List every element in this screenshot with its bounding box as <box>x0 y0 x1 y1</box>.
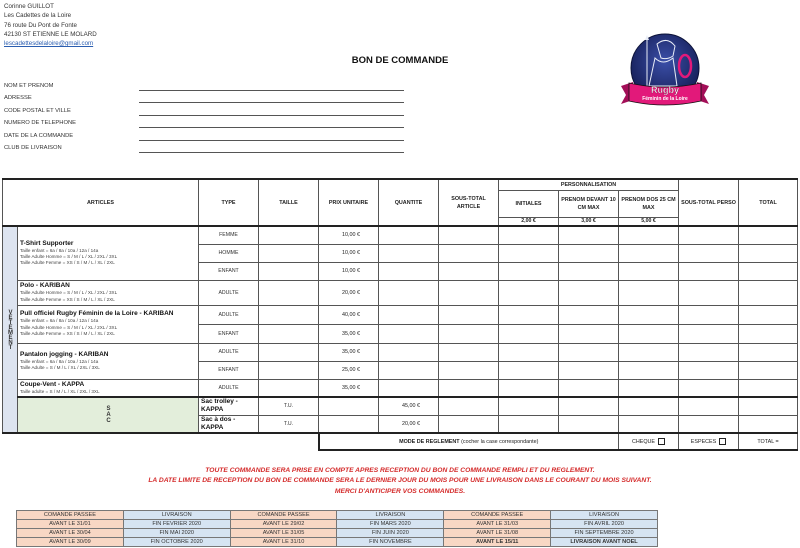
total-cell[interactable] <box>739 226 798 244</box>
group-vetement-text: VETEMENT <box>7 309 14 350</box>
sous-total-perso-cell[interactable] <box>679 361 739 379</box>
quantite-input[interactable] <box>439 397 499 415</box>
type-cell: T.U. <box>259 415 319 433</box>
article-name: T-Shirt Supporter <box>20 239 74 247</box>
rugby-logo-icon <box>617 28 713 118</box>
prenom-devant-input[interactable] <box>559 280 619 305</box>
sous-total-article-cell[interactable] <box>439 280 499 305</box>
sender-org: Les Cadettes de la Loire <box>4 12 72 20</box>
prix-cell: 35,00 € <box>319 343 379 361</box>
type-cell: ADULTE <box>199 280 259 305</box>
table-row <box>3 343 798 361</box>
prenom-devant-input[interactable] <box>559 244 619 262</box>
group-label-vetement <box>3 226 18 433</box>
initiales-input[interactable] <box>559 415 619 433</box>
table-row <box>3 226 798 244</box>
table-row <box>3 280 798 305</box>
type-cell: ENFANT <box>199 262 259 280</box>
grand-total-label: TOTAL = <box>739 433 798 450</box>
header-articles: ARTICLES <box>3 179 199 226</box>
type-cell: ENFANT <box>199 361 259 379</box>
prenom-devant-input[interactable] <box>559 379 619 397</box>
header-total: TOTAL <box>739 179 798 226</box>
cheque-checkbox[interactable] <box>658 438 665 445</box>
total-cell[interactable] <box>739 244 798 262</box>
sous-total-perso-cell[interactable] <box>679 280 739 305</box>
quantite-input[interactable] <box>379 262 439 280</box>
cheque-option[interactable] <box>619 433 679 450</box>
prenom-dos-input[interactable] <box>679 415 739 433</box>
schedule-row <box>17 538 658 547</box>
schedule-header-commande: COMANDE PASSEE <box>444 511 551 520</box>
article-pull-officiel <box>18 305 199 343</box>
especes-label: ESPECES <box>690 438 717 445</box>
schedule-cell: AVANT LE 31/01 <box>17 520 124 529</box>
prix-cell: 20,00 € <box>379 415 439 433</box>
total-cell[interactable] <box>739 324 798 343</box>
type-cell: ADULTE <box>199 379 259 397</box>
type-cell: ENFANT <box>199 324 259 343</box>
sous-total-perso-cell[interactable] <box>679 324 739 343</box>
sous-total-article-cell[interactable] <box>439 361 499 379</box>
prix-cell: 35,00 € <box>319 324 379 343</box>
article-tshirt-supporter <box>18 226 199 280</box>
sous-total-perso-cell[interactable] <box>679 226 739 244</box>
club-livraison-input[interactable] <box>139 152 404 153</box>
prenom-dos-input[interactable] <box>679 397 739 415</box>
prenom-dos-input[interactable] <box>619 305 679 324</box>
prenom-dos-input[interactable] <box>619 324 679 343</box>
header-prenom-devant: PRENOM DEVANT 10 CM MAX <box>559 190 619 217</box>
article-size-line: Taille Adulte Homme = S / M / L / XL / 2XL / 3XL <box>20 254 118 260</box>
prenom-devant-input[interactable] <box>559 343 619 361</box>
prix-cell: 45,00 € <box>379 397 439 415</box>
schedule-header-livraison: LIVRAISON <box>123 511 230 520</box>
especes-option[interactable] <box>679 433 739 450</box>
prix-cell: 25,00 € <box>319 361 379 379</box>
quantite-input[interactable] <box>379 244 439 262</box>
table-header-row <box>3 179 798 190</box>
prix-cell: 35,00 € <box>319 379 379 397</box>
prenom-devant-input[interactable] <box>619 397 679 415</box>
article-name: Pantalon jogging - KARIBAN <box>20 350 109 358</box>
prix-cell: 10,00 € <box>319 262 379 280</box>
payment-mode-label <box>319 433 619 450</box>
customer-info-form <box>4 81 404 155</box>
prenom-devant-input[interactable] <box>619 415 679 433</box>
date-commande-input[interactable] <box>139 140 404 141</box>
sous-total-article-cell[interactable] <box>439 379 499 397</box>
total-cell[interactable] <box>739 280 798 305</box>
schedule-cell: AVANT LE 31/05 <box>230 529 337 538</box>
sous-total-article-cell[interactable] <box>499 397 559 415</box>
sous-total-article-cell[interactable] <box>439 324 499 343</box>
header-sous-total-perso: SOUS-TOTAL PERSO <box>679 179 739 226</box>
sous-total-perso-cell[interactable] <box>679 379 739 397</box>
sender-name: Corinne GUILLOT <box>4 3 54 10</box>
logo-text-rugby: Rugby <box>651 85 679 95</box>
prenom-dos-input[interactable] <box>619 361 679 379</box>
header-initiales: INITIALES <box>499 190 559 217</box>
prenom-dos-input[interactable] <box>619 226 679 244</box>
sous-total-perso-cell[interactable] <box>739 415 798 433</box>
article-size-line: Taille enfant = 6a / 8a / 10a / 12a / 14a <box>20 247 99 253</box>
schedule-cell: FIN JUIN 2020 <box>337 529 444 538</box>
sender-city: 42130 ST ETIENNE LE MOLARD <box>4 30 97 38</box>
initiales-input[interactable] <box>499 262 559 280</box>
prix-cell: 20,00 € <box>319 280 379 305</box>
taille-input[interactable] <box>259 305 319 324</box>
article-sac-trolley <box>199 397 259 415</box>
field-label: CLUB DE LIVRAISON <box>4 144 62 151</box>
sous-total-perso-cell[interactable] <box>679 262 739 280</box>
schedule-cell-highlight: LIVRAISON AVANT NOEL <box>551 538 658 547</box>
code-postal-ville-input[interactable] <box>139 115 404 116</box>
total-cell[interactable] <box>739 305 798 324</box>
cheque-label: CHEQUE <box>631 438 656 445</box>
article-name: Polo - KARIBAN <box>20 282 70 290</box>
schedule-header-livraison: LIVRAISON <box>551 511 658 520</box>
taille-input[interactable] <box>259 244 319 262</box>
sous-total-perso-cell[interactable] <box>739 397 798 415</box>
taille-input[interactable] <box>319 397 379 415</box>
article-name: Sac à dos - KAPPA <box>201 415 236 431</box>
payment-row <box>3 433 798 450</box>
taille-input[interactable] <box>259 280 319 305</box>
price-initiales: 2,00 € <box>499 217 559 226</box>
article-size-line: Taille adulte = S / M / L / XL / 2XL / 3XL <box>20 388 100 394</box>
especes-checkbox[interactable] <box>719 438 726 445</box>
sender-address <box>4 2 97 48</box>
club-logo <box>617 28 713 118</box>
schedule-cell-highlight: AVANT LE 15/11 <box>444 538 551 547</box>
table-row <box>3 397 798 415</box>
article-size-line: Taille Adulte Femme = XS / S / M / L / XL / 2XL <box>20 296 115 302</box>
initiales-input[interactable] <box>499 280 559 305</box>
taille-input[interactable] <box>259 343 319 361</box>
article-polo-kariban <box>18 280 199 305</box>
schedule-cell: FIN AVRIL 2020 <box>551 520 658 529</box>
field-date-commande <box>4 131 404 143</box>
total-cell[interactable] <box>739 262 798 280</box>
schedule-row <box>17 520 658 529</box>
sous-total-article-cell[interactable] <box>439 244 499 262</box>
schedule-cell: FIN NOVEMBRE <box>337 538 444 547</box>
quantite-input[interactable] <box>379 324 439 343</box>
prenom-dos-input[interactable] <box>619 379 679 397</box>
quantite-input[interactable] <box>439 415 499 433</box>
initiales-input[interactable] <box>499 305 559 324</box>
total-cell[interactable] <box>739 343 798 361</box>
article-size-line: Taille enfant = 6a / 8a / 10a / 12a / 14a <box>20 358 99 364</box>
type-cell: HOMME <box>199 244 259 262</box>
field-label: NUMERO DE TELEPHONE <box>4 120 77 127</box>
quantite-input[interactable] <box>379 305 439 324</box>
schedule-cell: AVANT LE 31/03 <box>444 520 551 529</box>
schedule-header-commande: COMANDE PASSEE <box>230 511 337 520</box>
sous-total-perso-cell[interactable] <box>679 244 739 262</box>
schedule-cell: AVANT LE 31/08 <box>444 529 551 538</box>
total-cell[interactable] <box>739 379 798 397</box>
prenom-devant-input[interactable] <box>559 361 619 379</box>
field-label: DATE DE LA COMMANDE <box>4 132 74 139</box>
type-cell: FEMME <box>199 226 259 244</box>
spacer <box>3 433 319 450</box>
prenom-devant-input[interactable] <box>559 324 619 343</box>
article-name: Pull officiel Rugby Féminin de la Loire - KARIBAN <box>20 310 174 318</box>
schedule-cell: FIN SEPTEMBRE 2020 <box>551 529 658 538</box>
total-cell[interactable] <box>739 361 798 379</box>
article-sac-a-dos <box>199 415 259 433</box>
schedule-cell: FIN OCTOBRE 2020 <box>123 538 230 547</box>
sous-total-article-cell[interactable] <box>499 415 559 433</box>
prix-cell: 10,00 € <box>319 226 379 244</box>
article-size-line: Taille enfant = 6a / 8a / 10a / 12a / 14a <box>20 318 99 324</box>
nom-prenom-input[interactable] <box>139 90 404 91</box>
sous-total-perso-cell[interactable] <box>679 305 739 324</box>
article-name: Coupe-Vent - KAPPA <box>20 380 85 388</box>
schedule-cell: AVANT LE 30/04 <box>17 529 124 538</box>
delivery-schedule-table <box>16 510 658 547</box>
schedule-cell: FIN MARS 2020 <box>337 520 444 529</box>
header-taille: TAILLE <box>259 179 319 226</box>
field-adresse <box>4 93 404 105</box>
article-size-line: Taille Adulte = S / M / L / XL / 2XL / 3XL <box>20 365 100 370</box>
prenom-devant-input[interactable] <box>559 262 619 280</box>
initiales-input[interactable] <box>499 226 559 244</box>
article-name: Sac trolley - KAPPA <box>201 398 238 414</box>
quantite-input[interactable] <box>379 280 439 305</box>
order-table <box>2 178 798 451</box>
notice-line: MERCI D'ANTICIPER VOS COMMANDES. <box>334 487 466 495</box>
field-telephone <box>4 118 404 130</box>
field-label: CODE POSTAL ET VILLE <box>4 107 71 114</box>
page-title: BON DE COMMANDE <box>351 55 449 66</box>
price-prenom-devant: 3,00 € <box>559 217 619 226</box>
taille-input[interactable] <box>259 361 319 379</box>
field-label: ADRESSE <box>4 95 32 102</box>
logo-text-subtitle: Féminin de la Loire <box>642 96 688 102</box>
schedule-header-commande: COMANDE PASSEE <box>17 511 124 520</box>
sender-street: 76 route Du Pont de Fonte <box>4 21 77 29</box>
prenom-dos-input[interactable] <box>619 244 679 262</box>
header-sous-total-article: SOUS-TOTAL ARTICLE <box>439 179 499 226</box>
article-size-line: Taille Adulte Femme = XS / S / M / L / XL / 2XL <box>20 331 115 337</box>
quantite-input[interactable] <box>379 361 439 379</box>
sous-total-article-cell[interactable] <box>439 262 499 280</box>
adresse-input[interactable] <box>139 102 404 103</box>
prenom-dos-input[interactable] <box>619 343 679 361</box>
article-size-line: Taille Adulte Homme = S / M / L / XL / 2XL / 3XL <box>20 290 118 296</box>
group-label-sac <box>18 397 199 433</box>
schedule-header-row <box>17 511 658 520</box>
quantite-input[interactable] <box>379 343 439 361</box>
sous-total-article-cell[interactable] <box>439 305 499 324</box>
taille-input[interactable] <box>259 262 319 280</box>
header-prix-unitaire: PRIX UNITAIRE <box>319 179 379 226</box>
initiales-input[interactable] <box>499 379 559 397</box>
prenom-dos-input[interactable] <box>619 262 679 280</box>
table-row <box>3 305 798 324</box>
sous-total-perso-cell[interactable] <box>679 343 739 361</box>
order-table-container <box>2 178 797 451</box>
price-prenom-dos: 5,00 € <box>619 217 679 226</box>
quantite-input[interactable] <box>379 226 439 244</box>
initiales-input[interactable] <box>499 244 559 262</box>
prix-cell: 40,00 € <box>319 305 379 324</box>
initiales-input[interactable] <box>499 361 559 379</box>
prenom-dos-input[interactable] <box>619 280 679 305</box>
taille-input[interactable] <box>259 324 319 343</box>
group-sac-text: SAC <box>105 406 112 424</box>
header-prenom-dos: PRENOM DOS 25 CM MAX <box>619 190 679 217</box>
schedule-row <box>17 529 658 538</box>
initiales-input[interactable] <box>559 397 619 415</box>
field-label: NOM ET PRENOM <box>4 83 54 89</box>
initiales-input[interactable] <box>499 343 559 361</box>
prenom-devant-input[interactable] <box>559 226 619 244</box>
article-size-line: Taille Adulte Femme = XS / S / M / L / XL / 2XL <box>20 260 115 266</box>
schedule-cell: AVANT LE 29/02 <box>230 520 337 529</box>
type-cell: ADULTE <box>199 343 259 361</box>
schedule-cell: AVANT LE 31/10 <box>230 538 337 547</box>
taille-input[interactable] <box>259 226 319 244</box>
field-code-postal-ville <box>4 106 404 118</box>
taille-input[interactable] <box>259 379 319 397</box>
table-row <box>3 379 798 397</box>
order-notice <box>0 466 800 497</box>
header-quantite: QUANTITE <box>379 179 439 226</box>
schedule-cell: FIN MAI 2020 <box>123 529 230 538</box>
type-cell: T.U. <box>259 397 319 415</box>
article-pantalon-jogging <box>18 343 199 379</box>
prix-cell: 10,00 € <box>319 244 379 262</box>
initiales-input[interactable] <box>499 324 559 343</box>
taille-input[interactable] <box>319 415 379 433</box>
telephone-input[interactable] <box>139 127 404 128</box>
sous-total-article-cell[interactable] <box>439 226 499 244</box>
schedule-cell: AVANT LE 30/09 <box>17 538 124 547</box>
payment-mode-title: MODE DE REGLEMENT <box>399 438 460 445</box>
sender-email-link[interactable]: lescadettesdelaloire@gmail.com <box>4 40 94 48</box>
header-type: TYPE <box>199 179 259 226</box>
field-nom-prenom <box>4 81 404 93</box>
prenom-devant-input[interactable] <box>559 305 619 324</box>
field-club-livraison <box>4 143 404 155</box>
article-coupe-vent <box>18 379 199 397</box>
article-size-line: Taille Adulte Homme = S / M / L / XL / 2XL / 3XL <box>20 324 118 330</box>
schedule-header-livraison: LIVRAISON <box>337 511 444 520</box>
delivery-schedule <box>16 510 658 547</box>
quantite-input[interactable] <box>379 379 439 397</box>
notice-line: TOUTE COMMANDE SERA PRISE EN COMPTE APRES RECEPTION DU BON DE COMMANDE REMPLI ET DU REGLEMENT. <box>205 467 595 474</box>
payment-mode-note: (cocher la case correspondante) <box>461 438 539 445</box>
schedule-cell: FIN FEVRIER 2020 <box>123 520 230 529</box>
header-personnalisation: PERSONNALISATION <box>499 179 679 190</box>
notice-line: LA DATE LIMITE DE RECEPTION DU BON DE COMMANDE SERA LE DERNIER JOUR DU MOIS POUR UNE LIVRAISON DANS LE COURANT DU MOIS SUIVANT. <box>148 477 652 485</box>
sous-total-article-cell[interactable] <box>439 343 499 361</box>
type-cell: ADULTE <box>199 305 259 324</box>
